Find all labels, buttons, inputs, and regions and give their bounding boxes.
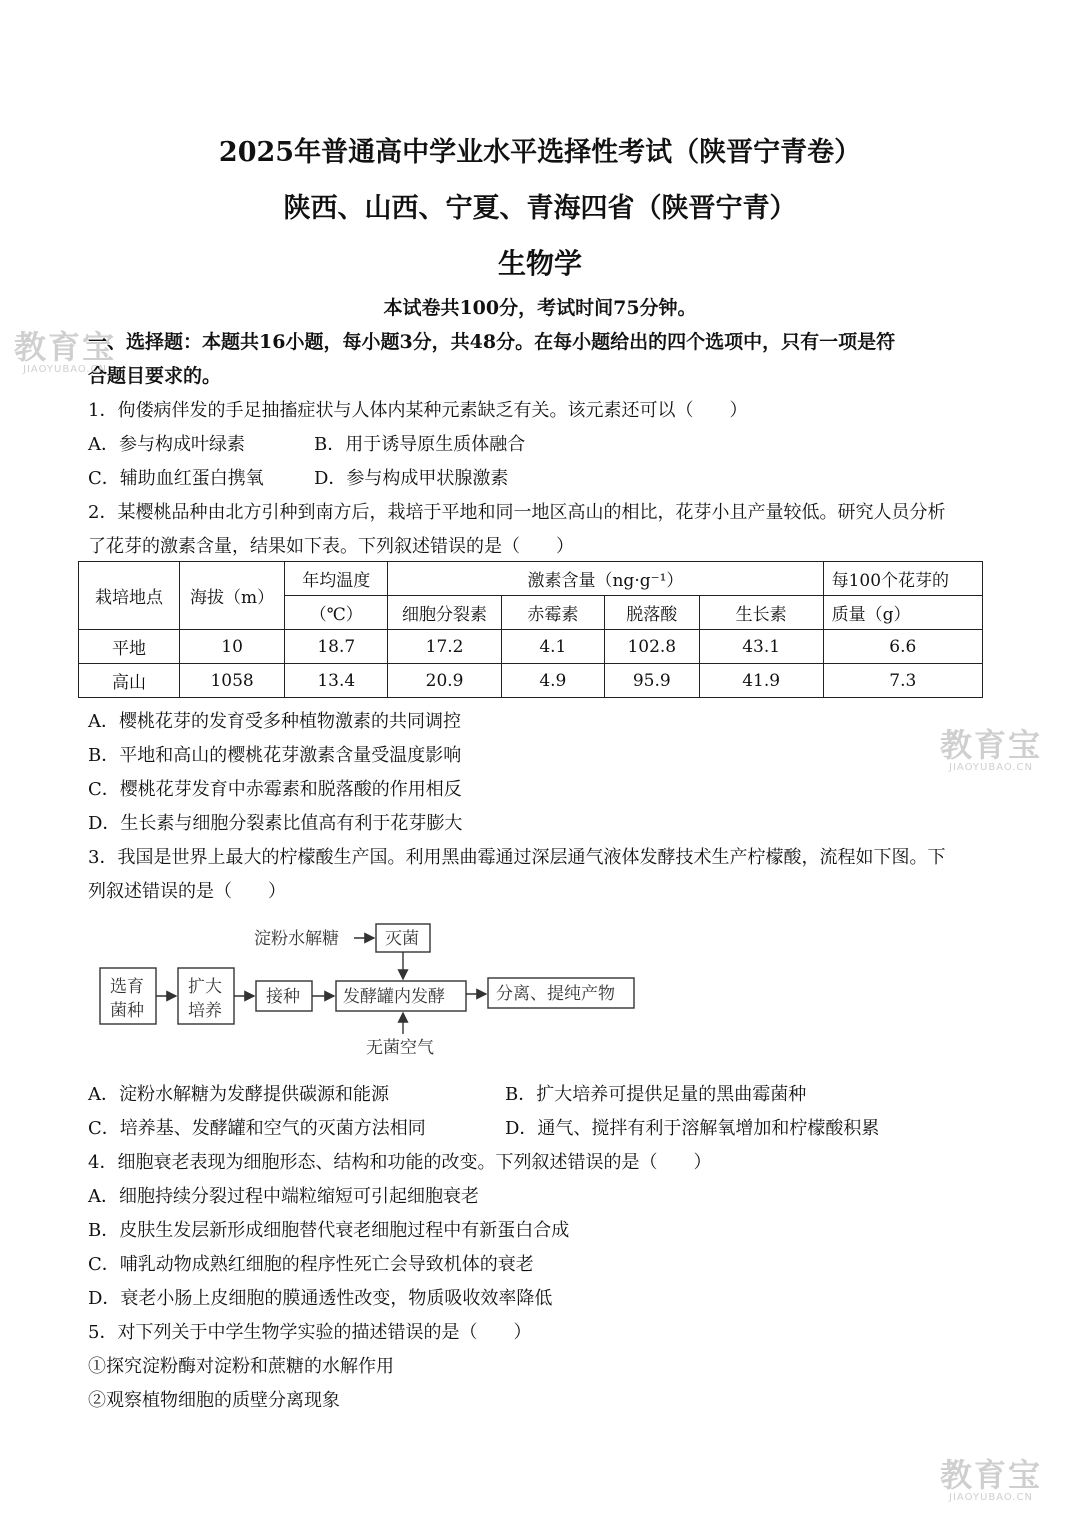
table-cell: 4.9 bbox=[501, 664, 604, 698]
header-mass-unit: 质量（g） bbox=[823, 596, 982, 630]
header-cytokinin: 细胞分裂素 bbox=[388, 596, 502, 630]
q3-option-d: D．通气、搅拌有利于溶解氧增加和柠檬酸积累 bbox=[505, 1118, 880, 1139]
exam-title: 2025年普通高中学业水平选择性考试（陕晋宁青卷） bbox=[218, 137, 862, 168]
header-mass: 每100个花芽的 bbox=[823, 562, 982, 596]
section-heading-line2: 合题目要求的。 bbox=[88, 365, 222, 387]
q4-option-a: A．细胞持续分裂过程中端粒缩短可引起细胞衰老 bbox=[88, 1186, 479, 1207]
flow-label-separate: 分离、提纯产物 bbox=[496, 984, 615, 1004]
table-cell: 95.9 bbox=[604, 664, 699, 698]
watermark-text: 教育宝 bbox=[940, 726, 1043, 764]
header-altitude: 海拔（m） bbox=[180, 562, 285, 630]
table-cell: 高山 bbox=[79, 664, 180, 698]
flow-label-select-1: 选育 bbox=[110, 977, 144, 997]
table-cell: 4.1 bbox=[501, 630, 604, 664]
header-auxin: 生长素 bbox=[699, 596, 823, 630]
q4-option-c: C．哺乳动物成熟红细胞的程序性死亡会导致机体的衰老 bbox=[88, 1254, 534, 1275]
header-hormone: 激素含量（ng·g⁻¹） bbox=[388, 562, 823, 596]
q1-option-a: A．参与构成叶绿素 bbox=[88, 434, 245, 455]
watermark-logo bbox=[940, 728, 1042, 773]
table-cell: 18.7 bbox=[285, 630, 388, 664]
q2-option-a: A．樱桃花芽的发育受多种植物激素的共同调控 bbox=[88, 711, 461, 732]
watermark-url: JIAOYUBAO.CN bbox=[23, 364, 107, 375]
q2-option-d: D．生长素与细胞分裂素比值高有利于花芽膨大 bbox=[88, 813, 463, 834]
watermark-logo bbox=[940, 1458, 1042, 1503]
flow-label-ferment: 发酵罐内发酵 bbox=[343, 987, 445, 1007]
table-cell: 7.3 bbox=[823, 664, 982, 698]
q2-option-c: C．樱桃花芽发育中赤霉素和脱落酸的作用相反 bbox=[88, 779, 462, 800]
flow-label-select-2: 菌种 bbox=[110, 1001, 144, 1021]
q5-stem: 5．对下列关于中学生物学实验的描述错误的是（ ） bbox=[88, 1322, 532, 1343]
q1-stem: 1．佝偻病伴发的手足抽搐症状与人体内某种元素缺乏有关。该元素还可以（ ） bbox=[88, 400, 748, 421]
q2-stem-line1: 2．某樱桃品种由北方引种到南方后，栽培于平地和同一地区高山的相比，花芽小且产量较低。研究人员分析 bbox=[88, 502, 946, 523]
table-cell: 102.8 bbox=[604, 630, 699, 664]
flow-label-expand-2: 培养 bbox=[188, 1001, 222, 1021]
q1-option-d: D．参与构成甲状腺激素 bbox=[314, 468, 509, 489]
q1-option-c: C．辅助血红蛋白携氧 bbox=[88, 468, 264, 489]
header-abscisic-acid: 脱落酸 bbox=[604, 596, 699, 630]
q2-stem-line2: 了花芽的激素含量，结果如下表。下列叙述错误的是（ ） bbox=[88, 536, 574, 557]
q3-option-a: A．淀粉水解糖为发酵提供碳源和能源 bbox=[88, 1084, 389, 1105]
header-gibberellin: 赤霉素 bbox=[501, 596, 604, 630]
q2-option-b: B．平地和高山的樱桃花芽激素含量受温度影响 bbox=[88, 745, 462, 766]
watermark-logo bbox=[14, 330, 116, 375]
header-temperature: 年均温度 bbox=[285, 562, 388, 596]
table-cell: 41.9 bbox=[699, 664, 823, 698]
flow-label-expand-1: 扩大 bbox=[188, 977, 222, 997]
watermark-text: 教育宝 bbox=[14, 328, 117, 366]
q4-option-d: D．衰老小肠上皮细胞的膜通透性改变，物质吸收效率降低 bbox=[88, 1288, 553, 1309]
section-heading-line1: 一、选择题：本题共16小题，每小题3分，共48分。在每小题给出的四个选项中，只有一项是符 bbox=[88, 331, 896, 353]
table-cell: 6.6 bbox=[823, 630, 982, 664]
table-cell: 13.4 bbox=[285, 664, 388, 698]
flow-label-air: 无菌空气 bbox=[366, 1038, 434, 1058]
q3-stem-line1: 3．我国是世界上最大的柠檬酸生产国。利用黑曲霉通过深层通气液体发酵技术生产柠檬酸，流程如下图。下 bbox=[88, 847, 946, 868]
header-site: 栽培地点 bbox=[79, 562, 180, 630]
q5-item-2: ②观察植物细胞的质壁分离现象 bbox=[88, 1390, 340, 1411]
q1-option-b: B．用于诱导原生质体融合 bbox=[314, 434, 526, 455]
q3-stem-line2: 列叙述错误的是（ ） bbox=[88, 881, 286, 902]
table-cell: 平地 bbox=[79, 630, 180, 664]
table-cell: 43.1 bbox=[699, 630, 823, 664]
q4-stem: 4．细胞衰老表现为细胞形态、结构和功能的改变。下列叙述错误的是（ ） bbox=[88, 1152, 712, 1173]
header-temperature-unit: （℃） bbox=[285, 596, 388, 630]
q4-option-b: B．皮肤生发层新形成细胞替代衰老细胞过程中有新蛋白合成 bbox=[88, 1220, 570, 1241]
flow-label-starch: 淀粉水解糖 bbox=[254, 929, 339, 949]
watermark-text: 教育宝 bbox=[940, 1456, 1043, 1494]
table-cell: 17.2 bbox=[388, 630, 502, 664]
flow-label-sterilize: 灭菌 bbox=[385, 929, 419, 949]
q3-option-c: C．培养基、发酵罐和空气的灭菌方法相同 bbox=[88, 1118, 426, 1139]
watermark-url: JIAOYUBAO.CN bbox=[949, 1492, 1033, 1503]
q3-option-b: B．扩大培养可提供足量的黑曲霉菌种 bbox=[505, 1084, 807, 1105]
flow-label-inoculate: 接种 bbox=[266, 987, 300, 1007]
exam-info: 本试卷共100分，考试时间75分钟。 bbox=[383, 297, 697, 319]
table-cell: 20.9 bbox=[388, 664, 502, 698]
q5-item-1: ①探究淀粉酶对淀粉和蔗糖的水解作用 bbox=[88, 1356, 394, 1377]
subject-title: 生物学 bbox=[497, 247, 582, 280]
exam-subtitle: 陕西、山西、宁夏、青海四省（陕晋宁青） bbox=[283, 193, 797, 224]
watermark-url: JIAOYUBAO.CN bbox=[949, 762, 1033, 773]
table-cell: 1058 bbox=[180, 664, 285, 698]
table-cell: 10 bbox=[180, 630, 285, 664]
